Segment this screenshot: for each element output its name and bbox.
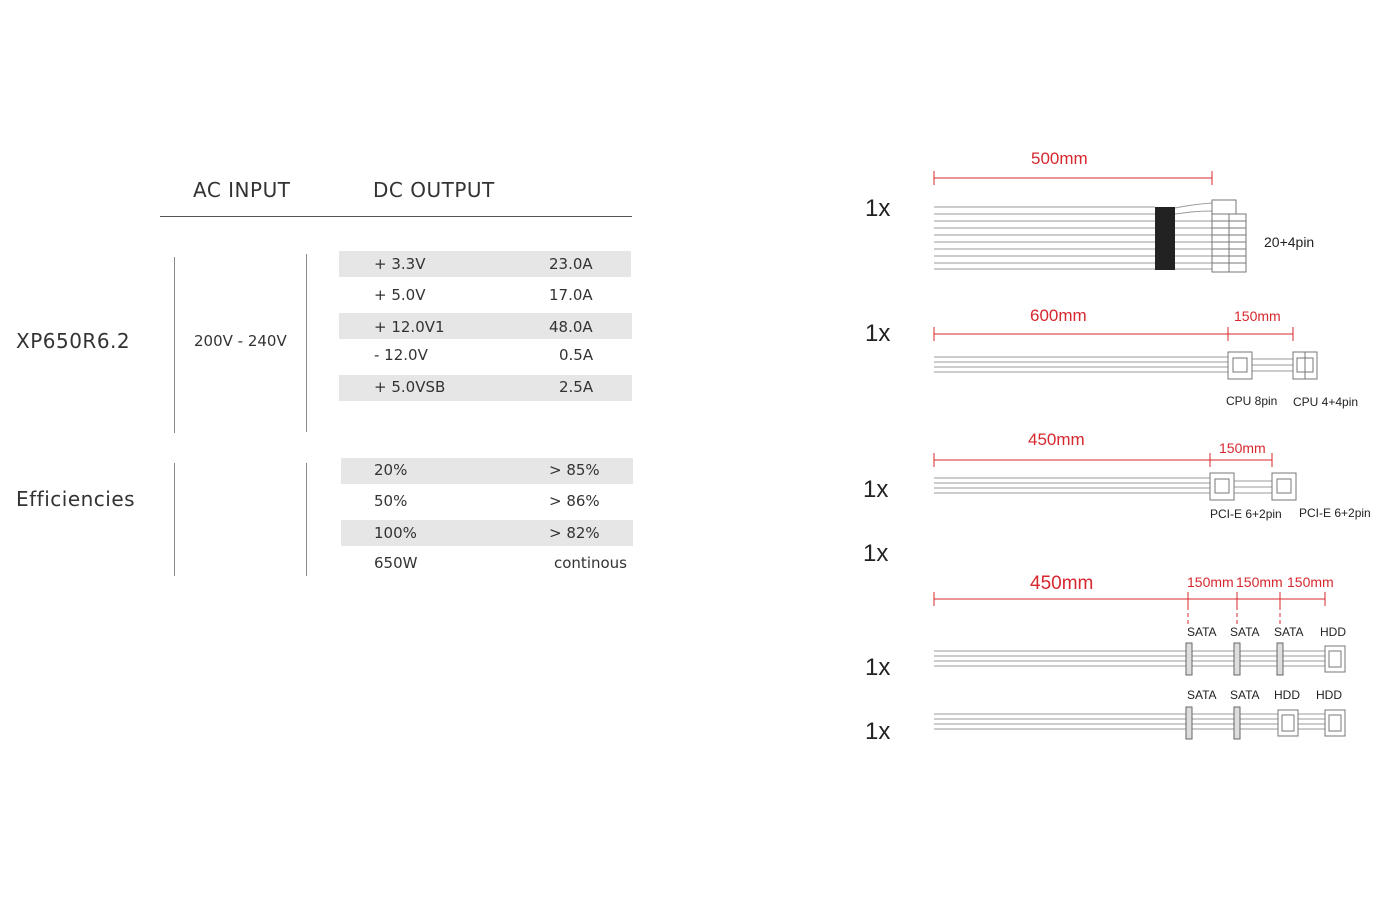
ac-input-header: AC INPUT bbox=[193, 178, 291, 202]
pcie-extension-label: 150mm bbox=[1219, 440, 1266, 456]
atx-length-label: 500mm bbox=[1031, 149, 1088, 168]
atx-sleeve-band bbox=[1155, 207, 1175, 270]
pcie-connector-2 bbox=[1272, 473, 1296, 500]
eff-value: continous bbox=[554, 554, 627, 572]
dc-current: 2.5A bbox=[559, 378, 594, 396]
atx-connector bbox=[1212, 200, 1246, 272]
cpu-conn1-label: CPU 8pin bbox=[1226, 394, 1278, 408]
sata-dimension bbox=[934, 592, 1325, 606]
pcie-conn1-label: PCI-E 6+2pin bbox=[1210, 507, 1282, 521]
eff-load: 100% bbox=[374, 524, 417, 542]
cpu-dimension bbox=[934, 327, 1293, 341]
sata2-hdd-connector-1 bbox=[1278, 710, 1298, 736]
atx-dimension bbox=[934, 171, 1212, 185]
sata2-connectors bbox=[1186, 707, 1240, 739]
sata2-connector-label: SATA bbox=[1230, 688, 1260, 702]
eff-value: > 85% bbox=[549, 461, 600, 479]
eff-load: 50% bbox=[374, 492, 408, 510]
dc-rail: + 5.0VSB bbox=[374, 378, 446, 396]
qty-label-sata2: 1x bbox=[865, 718, 891, 745]
dc-rail: + 12.0V1 bbox=[374, 318, 445, 336]
cpu-length-label: 600mm bbox=[1030, 306, 1087, 325]
eff-load: 650W bbox=[374, 554, 418, 572]
eff-value: > 82% bbox=[549, 524, 600, 542]
qty-label-cpu: 1x bbox=[865, 320, 891, 347]
qty-label-extra: 1x bbox=[863, 540, 889, 567]
pcie-length-label: 450mm bbox=[1028, 430, 1085, 449]
qty-label-pcie: 1x bbox=[863, 476, 889, 503]
cpu-extension-label: 150mm bbox=[1234, 308, 1281, 324]
dc-current: 0.5A bbox=[559, 346, 594, 364]
sata2-connector-label: HDD bbox=[1316, 688, 1342, 702]
sata2-connector-label: SATA bbox=[1187, 688, 1217, 702]
sata1-connector-label: SATA bbox=[1187, 625, 1217, 639]
dc-current: 23.0A bbox=[549, 255, 593, 273]
sata1-connector-label: SATA bbox=[1230, 625, 1260, 639]
sata2-hdd-connector-2 bbox=[1325, 710, 1345, 736]
sata1-connector-label: HDD bbox=[1320, 625, 1346, 639]
qty-label-sata1: 1x bbox=[865, 654, 891, 681]
sata-guide-lines bbox=[1188, 606, 1280, 625]
sata-segment-label: 150mm bbox=[1236, 574, 1283, 590]
pcie-connector-1 bbox=[1210, 473, 1234, 500]
sata-segment-label: 150mm bbox=[1287, 574, 1334, 590]
cpu-8pin-connector bbox=[1228, 352, 1252, 379]
efficiencies-label: Efficiencies bbox=[16, 487, 136, 511]
model-name: XP650R6.2 bbox=[16, 329, 131, 353]
dc-rail: + 5.0V bbox=[374, 286, 426, 304]
sata-length-label: 450mm bbox=[1030, 573, 1094, 594]
dc-current: 17.0A bbox=[549, 286, 593, 304]
dc-current: 48.0A bbox=[549, 318, 593, 336]
dc-rail: - 12.0V bbox=[374, 346, 428, 364]
qty-label-atx: 1x bbox=[865, 195, 891, 222]
dc-output-header: DC OUTPUT bbox=[373, 178, 495, 202]
sata2-wire-bundle bbox=[934, 714, 1325, 729]
sata1-hdd-connector bbox=[1325, 646, 1345, 672]
cpu-conn2-label: CPU 4+4pin bbox=[1293, 395, 1359, 409]
ac-input-range: 200V - 240V bbox=[194, 332, 287, 350]
dc-rail: + 3.3V bbox=[374, 255, 426, 273]
eff-load: 20% bbox=[374, 461, 408, 479]
sata1-wire-bundle bbox=[934, 651, 1325, 666]
cpu-4plus4-connector bbox=[1293, 352, 1317, 379]
atx-connector-label: 20+4pin bbox=[1264, 234, 1315, 250]
pcie-conn2-label: PCI-E 6+2pin bbox=[1299, 506, 1371, 520]
sata1-connectors bbox=[1186, 643, 1283, 675]
eff-value: > 86% bbox=[549, 492, 600, 510]
sata2-connector-label: HDD bbox=[1274, 688, 1300, 702]
sata1-connector-label: SATA bbox=[1274, 625, 1304, 639]
sata-segment-label: 150mm bbox=[1187, 574, 1234, 590]
